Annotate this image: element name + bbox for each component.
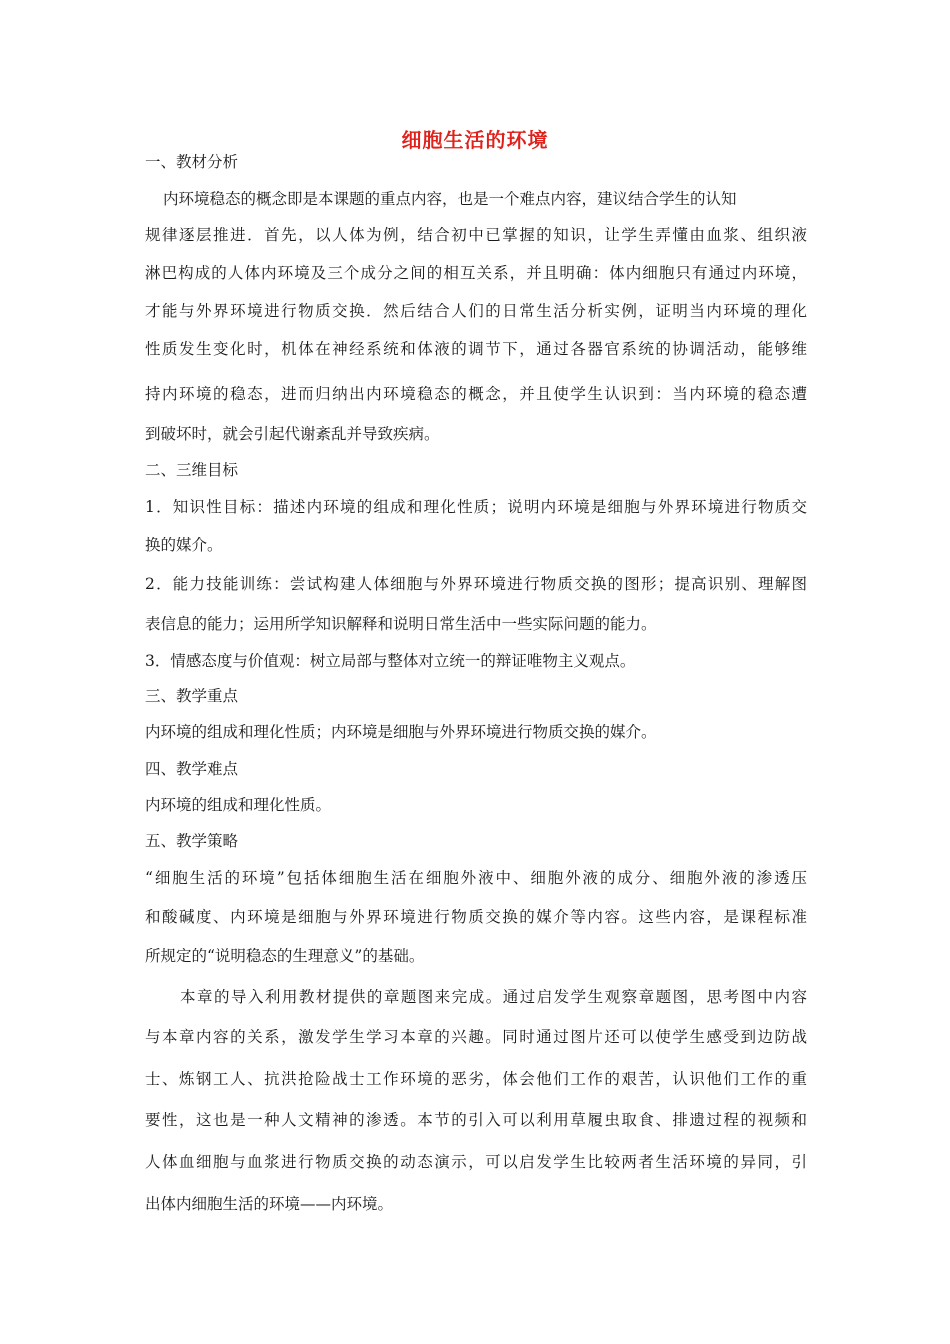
paragraph-line: 持内环境的稳态，进而归纳出内环境稳态的概念，并且使学生认识到：当内环境的稳态遭 (145, 385, 807, 403)
paragraph-line: 淋巴构成的人体内环境及三个成分之间的相互关系，并且明确：体内细胞只有通过内环境， (145, 264, 807, 282)
key-points-text: 内环境的组成和理化性质；内环境是细胞与外界环境进行物质交换的媒介。 (145, 723, 657, 741)
strategy-line: 人体血细胞与血浆进行物质交换的动态演示，可以启发学生比较两者生活环境的异同，引 (145, 1153, 807, 1171)
strategy-line: 所规定的“说明稳态的生理意义”的基础。 (145, 947, 425, 965)
strategy-line: 要性，这也是一种人文精神的渗透。本节的引入可以利用草履虫取食、排遗过程的视频和 (145, 1111, 807, 1129)
strategy-line: 和酸碱度、内环境是细胞与外界环境进行物质交换的媒介等内容。这些内容，是课程标准 (145, 908, 807, 926)
paragraph-line: 规律逐层推进．首先，以人体为例，结合初中已掌握的知识，让学生弄懂由血浆、组织液 (145, 226, 807, 244)
paragraph-line: 内环境稳态的概念即是本课题的重点内容，也是一个难点内容，建议结合学生的认知 (163, 190, 737, 208)
strategy-line: 本章的导入利用教材提供的章题图来完成。通过启发学生观察章题图，思考图中内容 (180, 988, 807, 1006)
objective-line: 1．知识性目标：描述内环境的组成和理化性质；说明内环境是细胞与外界环境进行物质交 (145, 498, 807, 516)
strategy-line: “细胞生活的环境”包括体细胞生活在细胞外液中、细胞外液的成分、细胞外液的渗透压 (145, 869, 807, 887)
strategy-line: 士、炼钢工人、抗洪抢险战士工作环境的恶劣，体会他们工作的艰苦，认识他们工作的重 (145, 1070, 807, 1088)
section-heading-objectives: 二、三维目标 (145, 461, 239, 479)
objective-line: 表信息的能力；运用所学知识解释和说明日常生活中一些实际问题的能力。 (145, 615, 657, 633)
objective-line: 换的媒介。 (145, 536, 223, 554)
paragraph-line: 才能与外界环境进行物质交换．然后结合人们的日常生活分析实例，证明当内环境的理化 (145, 302, 807, 320)
objective-line: 3．情感态度与价值观：树立局部与整体对立统一的辩证唯物主义观点。 (145, 652, 636, 670)
paragraph-line: 性质发生变化时，机体在神经系统和体液的调节下，通过各器官系统的协调活动，能够维 (145, 340, 807, 358)
difficulties-text: 内环境的组成和理化性质。 (145, 796, 332, 814)
section-heading-textbook-analysis: 一、教材分析 (145, 153, 239, 171)
section-heading-strategy: 五、教学策略 (145, 832, 239, 850)
objective-line: 2．能力技能训练：尝试构建人体细胞与外界环境进行物质交换的图形；提高识别、理解图 (145, 575, 807, 593)
strategy-line: 出体内细胞生活的环境——内环境。 (145, 1195, 394, 1213)
strategy-line: 与本章内容的关系，激发学生学习本章的兴趣。同时通过图片还可以使学生感受到边防战 (145, 1028, 807, 1046)
paragraph-line: 到破坏时，就会引起代谢紊乱并导致疾病。 (145, 425, 440, 443)
document-title: 细胞生活的环境 (401, 128, 549, 152)
section-heading-key-points: 三、教学重点 (145, 687, 239, 705)
section-heading-difficulties: 四、教学难点 (145, 760, 239, 778)
